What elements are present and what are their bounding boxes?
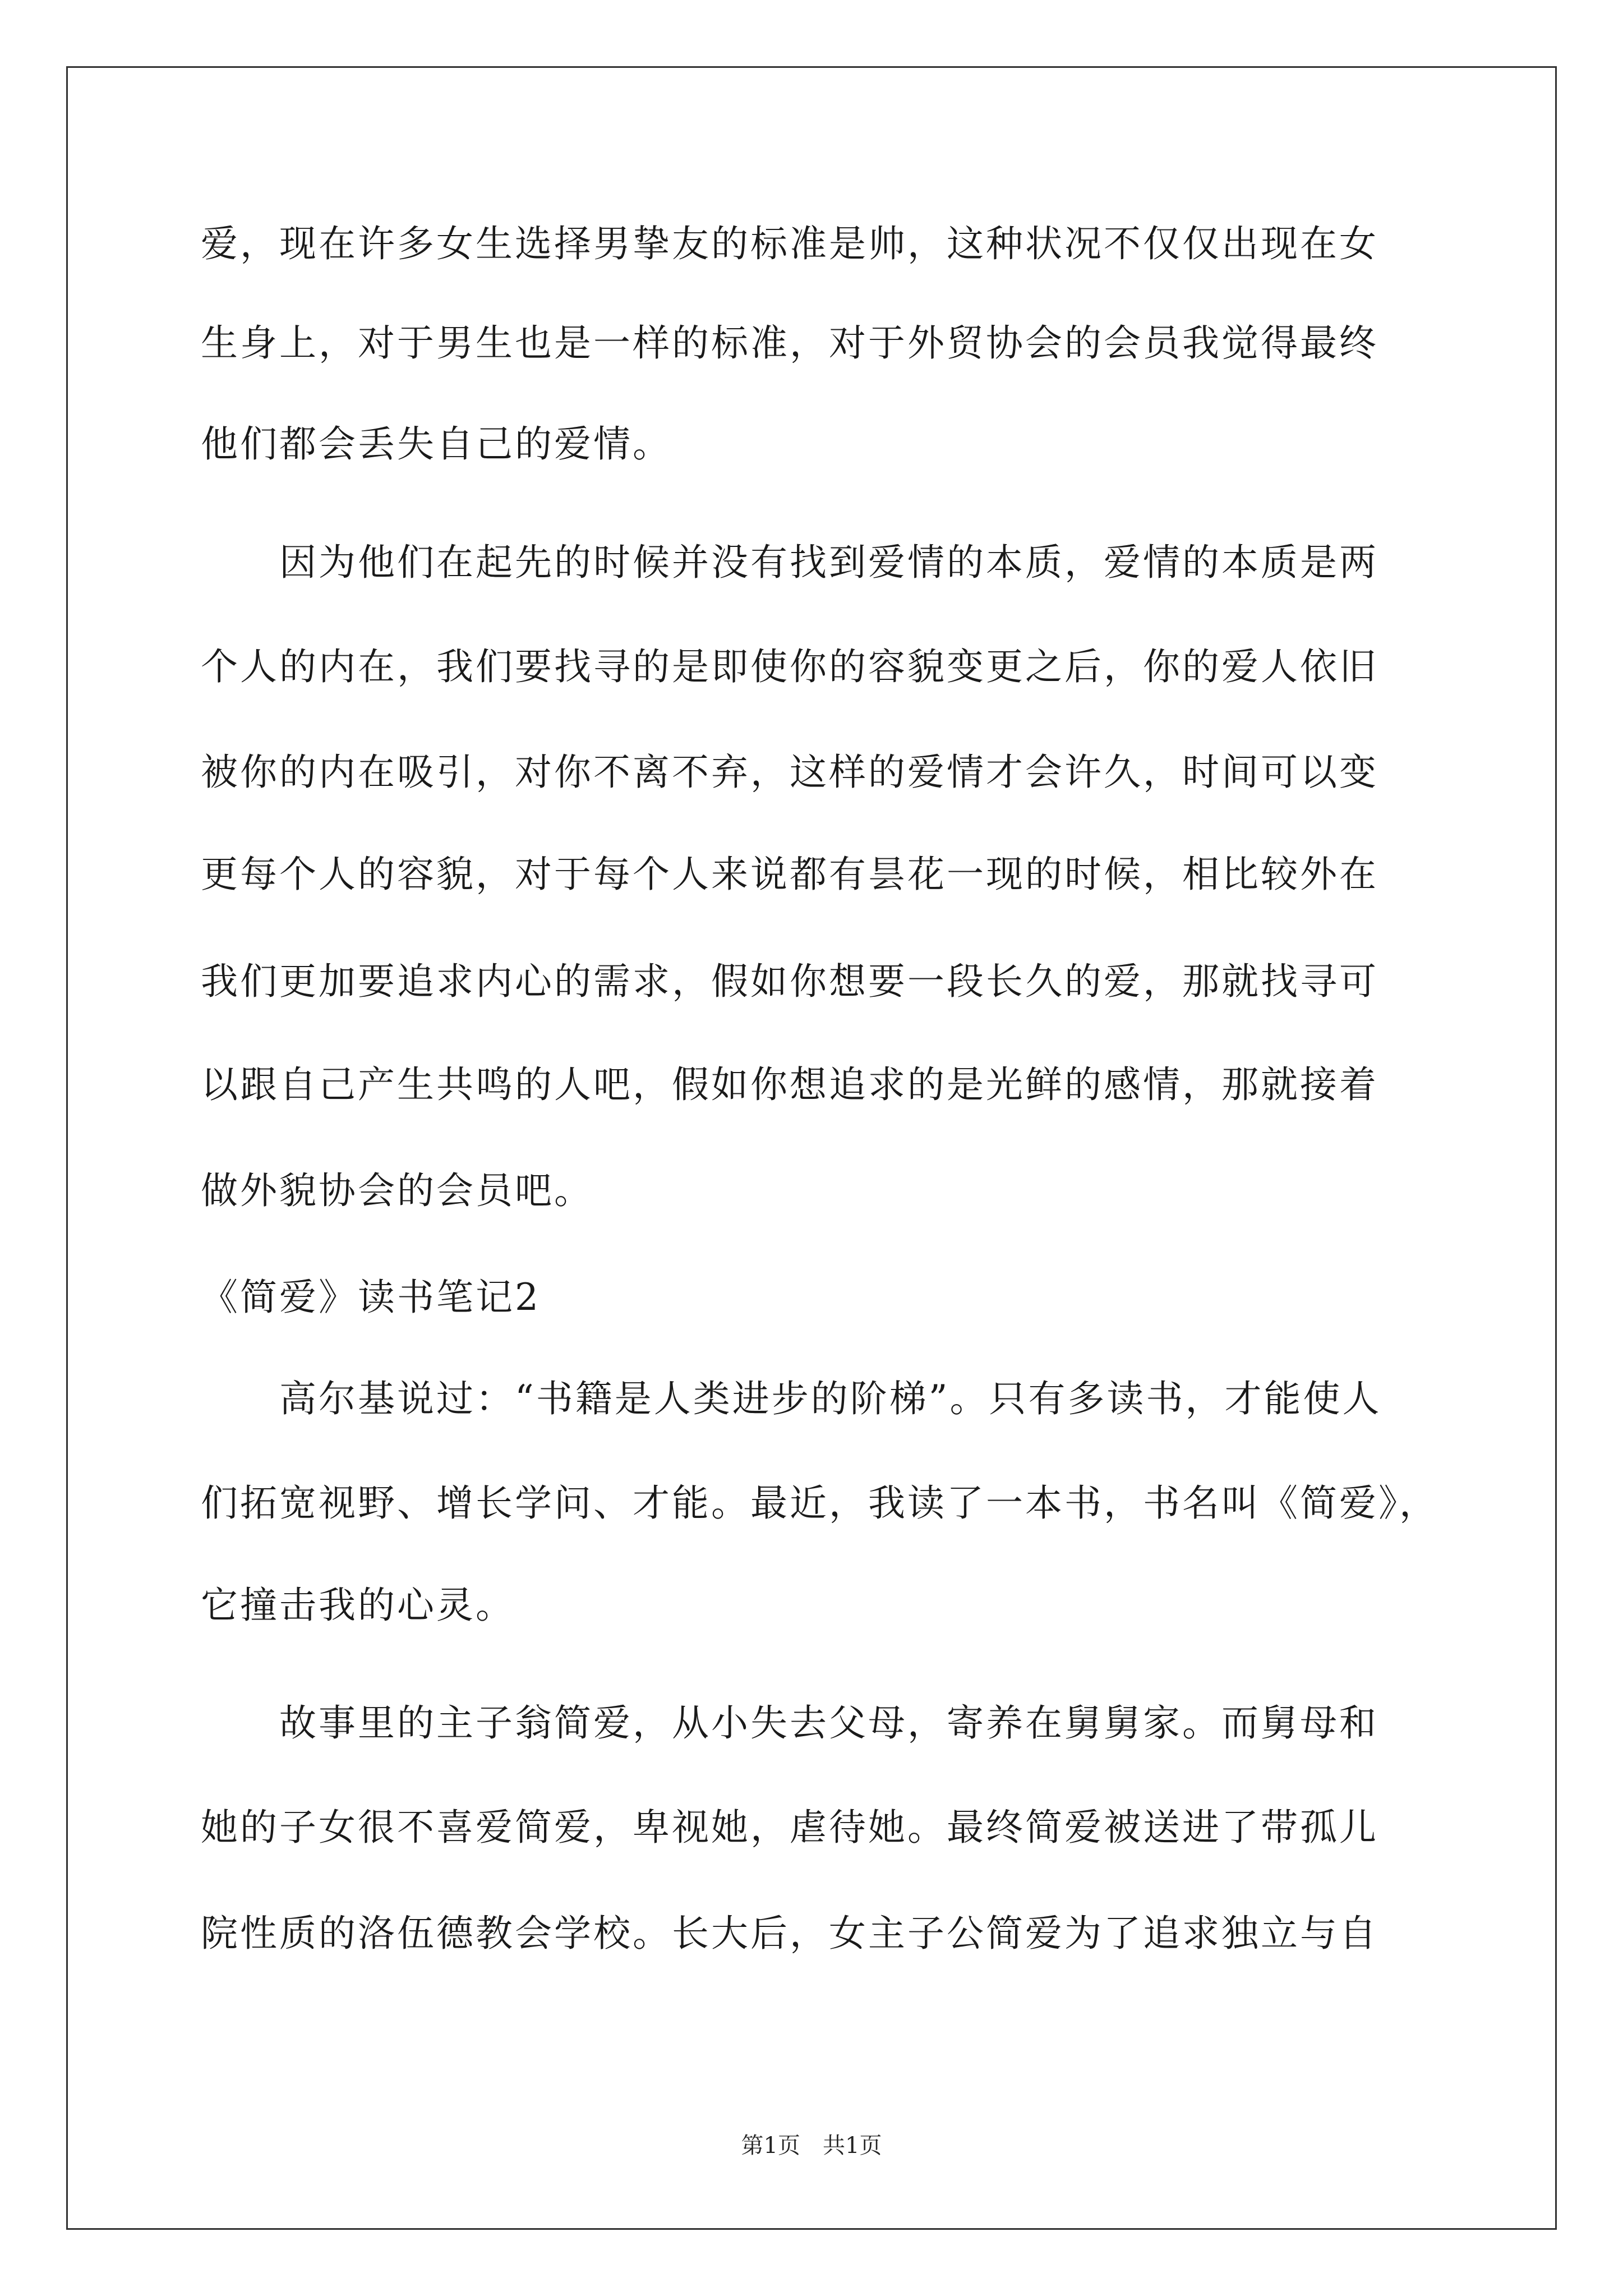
paragraph-line: 以跟自己产生共鸣的人吧，假如你想追求的是光鲜的感情，那就接着 bbox=[201, 1063, 1378, 1106]
paragraph-line: 被你的内在吸引，对你不离不弃，这样的爱情才会许久，时间可以变 bbox=[201, 751, 1378, 794]
paragraph-line: 做外貌协会的会员吧。 bbox=[201, 1169, 593, 1212]
page-border bbox=[66, 66, 1557, 2230]
paragraph-line: 她的子女很不喜爱简爱，卑视她，虐待她。最终简爱被送进了带孤儿 bbox=[201, 1806, 1378, 1849]
page-number: 第1页 共1页 bbox=[741, 2133, 882, 2159]
paragraph-line: 爱，现在许多女生选择男挚友的标准是帅，这种状况不仅仅出现在女 bbox=[201, 222, 1378, 265]
paragraph-line: 我们更加要追求内心的需求，假如你想要一段长久的爱，那就找寻可 bbox=[201, 960, 1378, 1003]
paragraph-line: 院性质的洛伍德教会学校。长大后，女主子公简爱为了追求独立与自 bbox=[201, 1912, 1378, 1955]
paragraph-line: 更每个人的容貌，对于每个人来说都有昙花一现的时候，相比较外在 bbox=[201, 853, 1378, 896]
paragraph-line: 他们都会丢失自己的爱情。 bbox=[201, 422, 672, 466]
paragraph-line: 生身上，对于男生也是一样的标准，对于外贸协会的会员我觉得最终 bbox=[201, 321, 1378, 365]
paragraph-line: 故事里的主子翁简爱，从小失去父母，寄养在舅舅家。而舅母和 bbox=[279, 1701, 1378, 1745]
section-heading: 《简爱》读书笔记2 bbox=[201, 1276, 541, 1319]
paragraph-line: 它撞击我的心灵。 bbox=[201, 1584, 515, 1627]
paragraph-line: 们拓宽视野、增长学问、才能。最近，我读了一本书，书名叫《简爱》， bbox=[201, 1481, 1438, 1525]
paragraph-line: 个人的内在，我们要找寻的是即使你的容貌变更之后，你的爱人依旧 bbox=[201, 645, 1378, 688]
paragraph-line: 因为他们在起先的时候并没有找到爱情的本质，爱情的本质是两 bbox=[279, 541, 1378, 584]
paragraph-line: 高尔基说过：“书籍是人类进步的阶梯”。只有多读书，才能使人 bbox=[279, 1377, 1382, 1420]
